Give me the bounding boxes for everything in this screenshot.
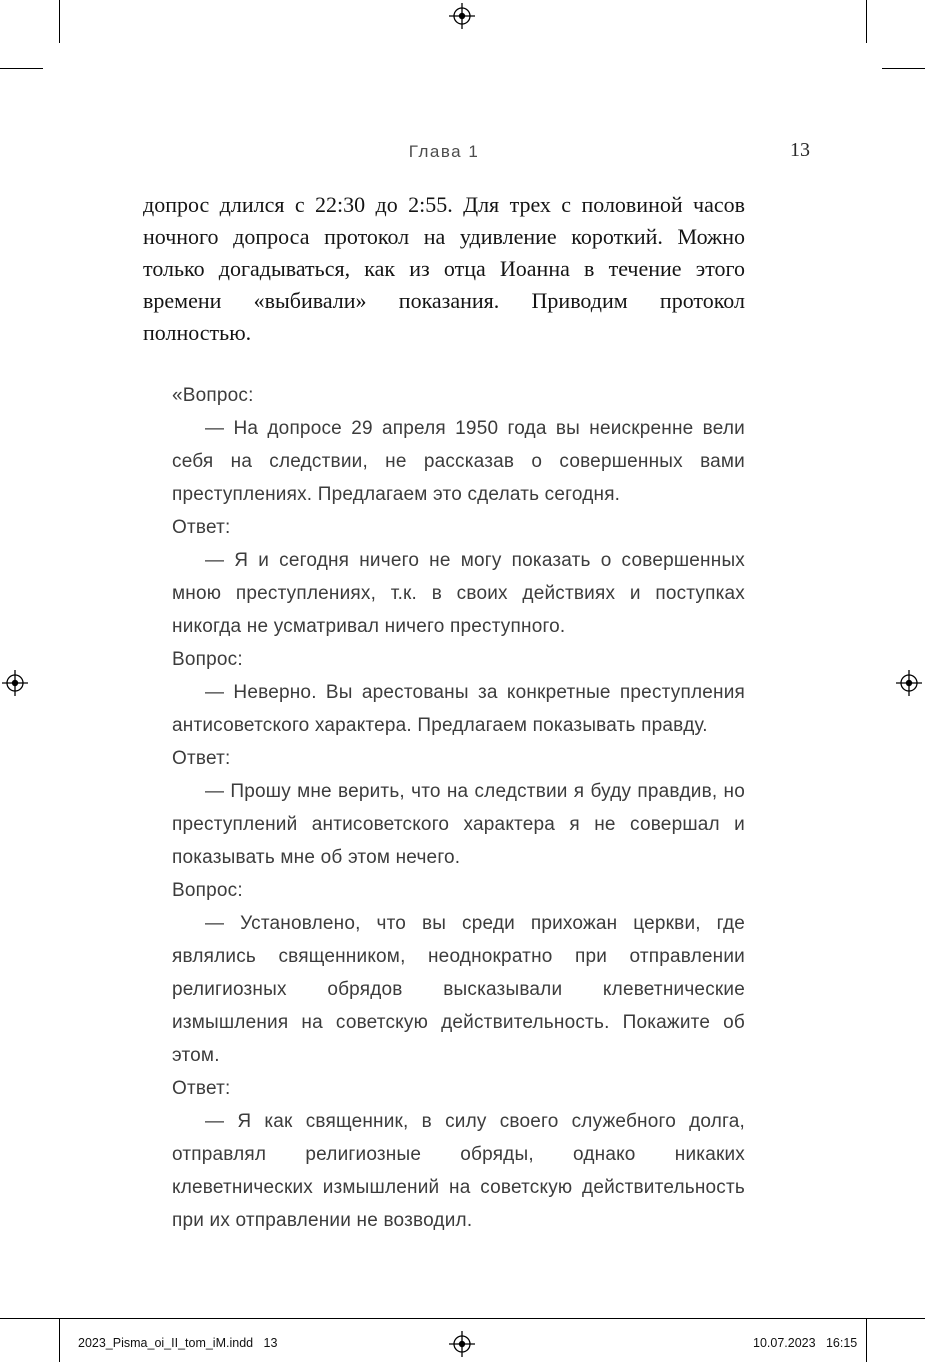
protocol-label: Вопрос: [172, 649, 243, 670]
crop-mark-top-right-horizontal [882, 68, 925, 69]
registration-mark-icon [449, 3, 475, 29]
registration-mark-icon [449, 1331, 475, 1357]
slug-divider-line [0, 1318, 925, 1319]
slug-datetime: 10.07.2023 16:15 [753, 1336, 858, 1350]
chapter-running-head: Глава 1 [408, 142, 480, 161]
crop-mark-bottom-left-vertical [59, 1318, 60, 1362]
registration-mark-icon [2, 670, 28, 696]
protocol-label: Ответ: [172, 1078, 231, 1099]
protocol-label: Ответ: [172, 517, 231, 538]
protocol-label: «Вопрос: [172, 385, 254, 406]
crop-mark-top-left-vertical [59, 0, 60, 43]
protocol-speech: — На допросе 29 апреля 1950 года вы неискренне вели себя на следствии, не рассказав о совершенных вами преступлениях. Предлагаем это сделать сегодня. [172, 418, 745, 505]
protocol-speech: — Установлено, что вы среди прихожан церкви, где являлись священником, неоднократно при отправлении религиозных обрядов высказывали клеветнические измышления на советскую действительность. Покажите об этом. [172, 913, 745, 1066]
intro-paragraph: допрос длился с 22:30 до 2:55. Для трех с половиной часов ночного допроса протокол на удивление короткий. Можно только догадываться, как из отца Иоанна в течение этого времени «выбивали» показания. Приводим протокол полностью. [143, 192, 745, 345]
protocol-speech: — Неверно. Вы арестованы за конкретные преступления антисоветского характера. Предлагаем показывать правду. [172, 682, 745, 736]
protocol-speech: — Прошу мне верить, что на следствии я буду правдив, но преступлений антисоветского характера я не совершал и показывать мне об этом нечего. [172, 781, 745, 868]
protocol-quote-block [172, 379, 745, 1237]
protocol-label: Ответ: [172, 748, 231, 769]
crop-mark-bottom-right-vertical [866, 1318, 867, 1362]
page-number: 13 [790, 139, 810, 161]
protocol-label: Вопрос: [172, 880, 243, 901]
crop-mark-top-right-vertical [866, 0, 867, 43]
slug-filename: 2023_Pisma_oi_II_tom_iM.indd 13 [78, 1336, 278, 1350]
registration-mark-icon [896, 670, 922, 696]
protocol-speech: — Я и сегодня ничего не могу показать о совершенных мною преступлениях, т.к. в своих действиях и поступках никогда не усматривал ничего преступного. [172, 550, 745, 637]
protocol-speech: — Я как священник, в силу своего служебного долга, отправлял религиозные обряды, однако никаких клеветнических измышлений на советскую действительность при их отправлении не возводил. [172, 1111, 745, 1231]
crop-mark-top-left-horizontal [0, 68, 43, 69]
